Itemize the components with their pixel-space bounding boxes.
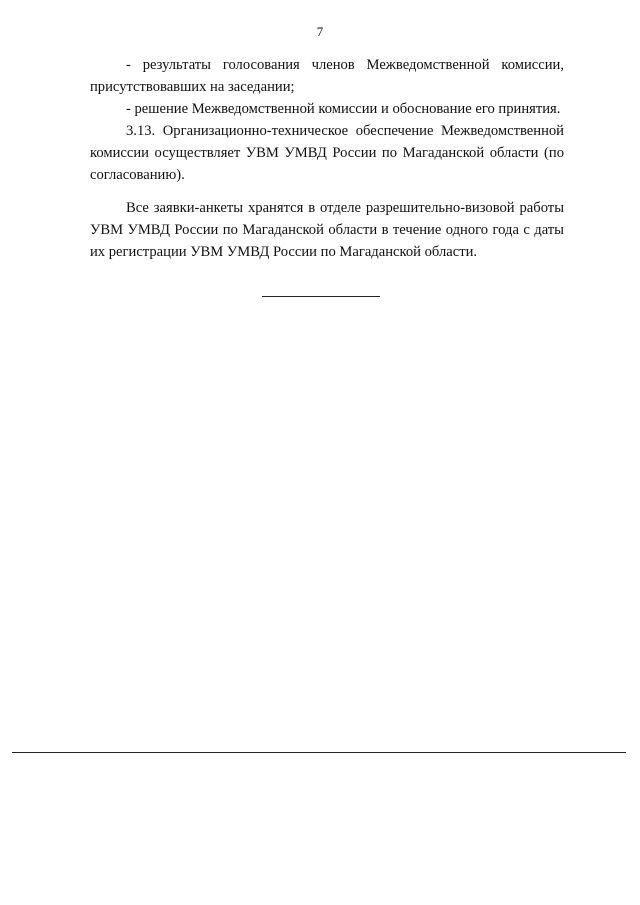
paragraph-applications-storage: Все заявки-анкеты хранятся в отделе разрешительно-визовой работы УВМ УМВД России по Магаданской области в течение одного года с даты их регистрации УВМ УМВД России по Магаданской области.: [90, 200, 564, 260]
page-number: 7: [316, 24, 324, 39]
paragraph-voting-results: - результаты голосования членов Межведомственной комиссии, присутствовавших на заседании;: [90, 57, 564, 95]
document-body: [90, 54, 564, 263]
end-of-text-rule: [262, 296, 380, 297]
paragraph-section-3-13: 3.13. Организационно-техническое обеспечение Межведомственной комиссии осуществляет УВМ УМВД России по Магаданской области (по согласованию).: [90, 123, 564, 183]
paragraph-commission-decision: - решение Межведомственной комиссии и обоснование его принятия.: [126, 101, 561, 117]
footer-divider: [12, 752, 626, 753]
